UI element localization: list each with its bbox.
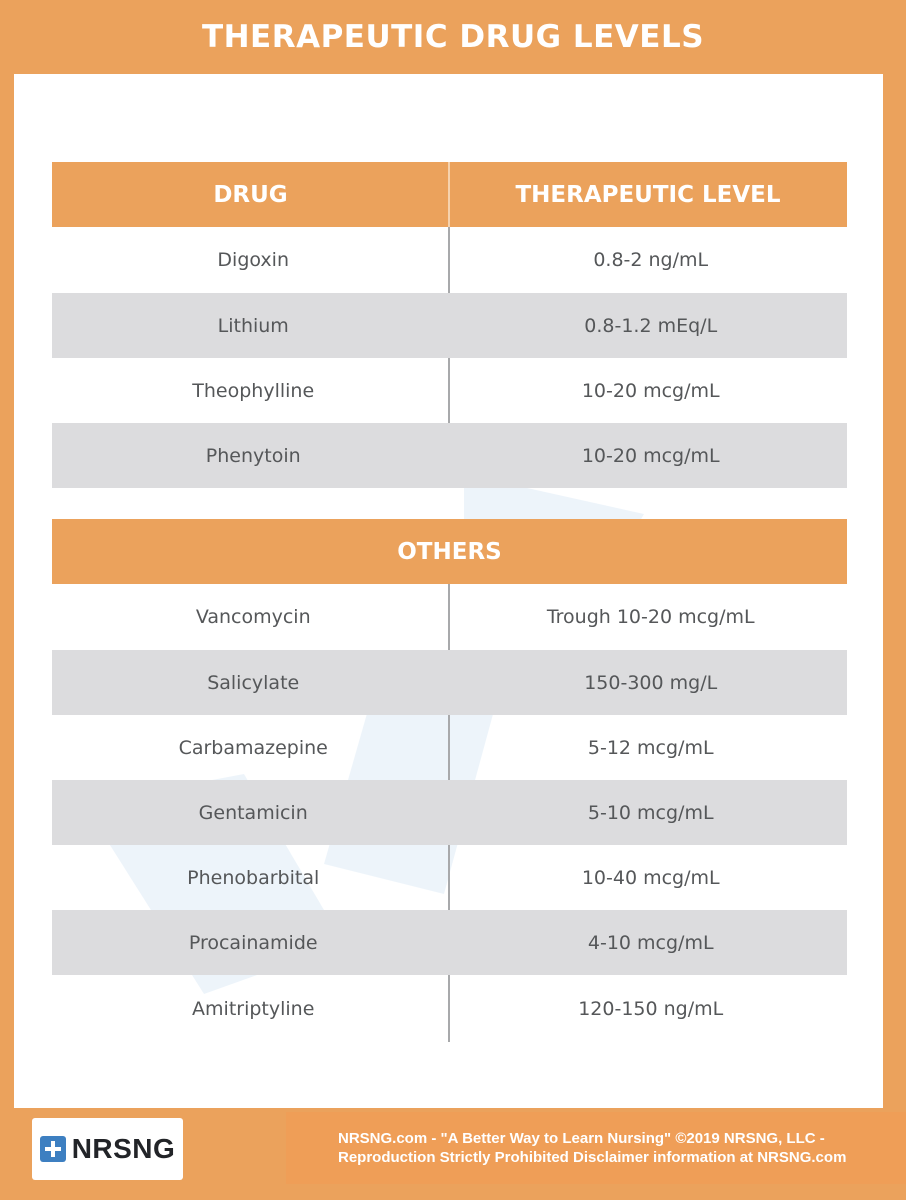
drug-level: 5-12 mcg/mL <box>587 736 714 759</box>
footer-line-2: Reproduction Strictly Prohibited Disclaimer information at NRSNG.com <box>338 1149 847 1166</box>
drug-level: 5-10 mcg/mL <box>587 801 714 824</box>
content-panel <box>14 74 883 1108</box>
drug-name: Salicylate <box>207 671 300 694</box>
others-header: OTHERS <box>52 519 847 584</box>
logo-text: NRSNG <box>71 1133 176 1164</box>
drug-level: Trough 10-20 mcg/mL <box>546 606 755 628</box>
table-row <box>52 227 847 293</box>
table-row <box>52 358 847 423</box>
drug-level: 10-20 mcg/mL <box>581 444 720 467</box>
table-row <box>52 650 847 715</box>
table-row <box>52 423 847 488</box>
table-row <box>52 780 847 845</box>
drug-name: Vancomycin <box>195 606 311 628</box>
drug-name: Gentamicin <box>198 801 308 824</box>
drug-level: 150-300 mg/L <box>584 671 718 694</box>
drug-level: 4-10 mcg/mL <box>587 931 714 954</box>
table-row <box>52 293 847 358</box>
drug-level: 10-20 mcg/mL <box>581 379 720 402</box>
drug-level: 0.8-1.2 mEq/L <box>584 314 718 337</box>
drug-name: Theophylline <box>192 379 315 402</box>
table-row <box>52 975 847 1042</box>
header-therapeutic-level: THERAPEUTIC LEVEL <box>515 181 781 208</box>
table-row <box>52 584 847 650</box>
plus-cross-icon <box>40 1136 66 1162</box>
footer-disclaimer <box>286 1112 906 1184</box>
others-table <box>52 519 847 1042</box>
drug-name: Phenobarbital <box>187 866 320 889</box>
drug-name: Lithium <box>217 314 289 337</box>
header-drug: DRUG <box>213 181 288 208</box>
drug-level: 10-40 mcg/mL <box>581 866 720 889</box>
drug-name: Phenytoin <box>205 444 301 467</box>
table-header <box>52 162 847 227</box>
drug-name: Procainamide <box>188 931 318 954</box>
drug-level: 0.8-2 ng/mL <box>593 249 709 271</box>
page-title: THERAPEUTIC DRUG LEVELS <box>201 19 705 55</box>
table-row <box>52 715 847 780</box>
drug-level: 120-150 ng/mL <box>578 997 724 1020</box>
table-row <box>52 845 847 910</box>
drug-name: Carbamazepine <box>178 736 328 759</box>
main-table <box>52 162 847 488</box>
drug-name: Digoxin <box>217 249 289 271</box>
drug-name: Amitriptyline <box>192 997 315 1020</box>
nrsng-logo[interactable] <box>32 1118 183 1180</box>
table-row <box>52 910 847 975</box>
footer-line-1: NRSNG.com - "A Better Way to Learn Nursing" ©2019 NRSNG, LLC - <box>338 1130 825 1147</box>
